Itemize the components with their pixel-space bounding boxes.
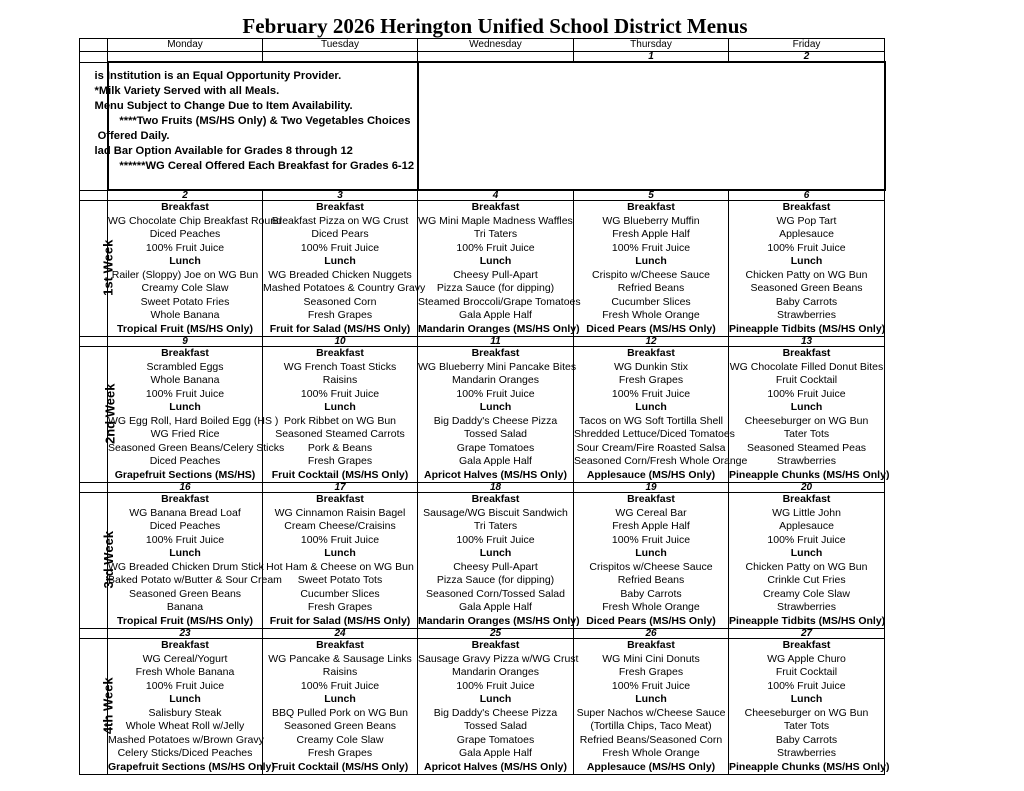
breakfast-item: 100% Fruit Juice xyxy=(300,533,380,546)
date-row xyxy=(80,190,885,201)
lunch-item: Seasoned Green Beans xyxy=(750,282,863,294)
breakfast-item: WG Pop Tart xyxy=(776,214,837,227)
lunch-heading: Lunch xyxy=(479,401,512,413)
breakfast-heading: Breakfast xyxy=(782,639,831,651)
lunch-item: Tossed Salad xyxy=(463,720,528,732)
lunch-item: WG Breaded Chicken Drum Stick xyxy=(108,560,264,573)
lunch-item: Chicken Patty on WG Bun xyxy=(745,560,868,573)
lunch-item: Tater Tots xyxy=(783,428,830,440)
breakfast-item: Diced Pears xyxy=(311,228,369,240)
week-label-cell xyxy=(80,629,108,639)
week-row xyxy=(80,493,885,629)
day-menu-cell xyxy=(108,201,282,337)
notice-line: is Institution is an Equal Opportunity Provider. xyxy=(94,70,342,82)
week-label-cell xyxy=(80,190,108,201)
lunch-item: Tacos on WG Soft Tortilla Shell xyxy=(579,414,723,427)
notice-line: Menu Subject to Change Due to Item Availability. xyxy=(94,100,353,112)
breakfast-item: Applesauce xyxy=(779,520,834,532)
breakfast-item: WG Blueberry Mini Pancake Bites xyxy=(418,360,577,373)
day-menu-cell xyxy=(263,493,418,629)
ms-hs-fruit: Applesauce (MS/HS Only) xyxy=(586,468,716,481)
breakfast-item: WG Banana Bread Loaf xyxy=(129,506,241,519)
lunch-item: Railer (Sloppy) Joe on WG Bun xyxy=(111,268,259,281)
breakfast-heading: Breakfast xyxy=(161,639,209,651)
day-menu-cell xyxy=(729,639,890,775)
ms-hs-fruit: Fruit for Salad (MS/HS Only) xyxy=(269,322,411,335)
date-cell: 12 xyxy=(574,337,729,347)
lunch-item: Cucumber Slices xyxy=(611,295,691,308)
breakfast-heading: Breakfast xyxy=(471,201,520,213)
ms-hs-fruit: Pineapple Tidbits (MS/HS Only) xyxy=(729,614,886,627)
lunch-item: Gala Apple Half xyxy=(459,309,532,321)
lunch-item: Steamed Broccoli/Grape Tomatoes xyxy=(418,295,581,308)
lunch-heading: Lunch xyxy=(169,693,201,705)
breakfast-item: Tri Taters xyxy=(473,228,518,240)
week-label xyxy=(80,639,116,775)
breakfast-item: 100% Fruit Juice xyxy=(767,679,846,692)
lunch-heading: Lunch xyxy=(324,255,356,267)
lunch-item: Cheesy Pull-Apart xyxy=(453,560,538,573)
lunch-item: WG Breaded Chicken Nuggets xyxy=(268,268,412,281)
breakfast-heading: Breakfast xyxy=(316,493,364,505)
breakfast-item: Whole Banana xyxy=(150,374,220,386)
lunch-heading: Lunch xyxy=(324,693,356,705)
lunch-item: Baked Potato w/Butter & Sour Cream xyxy=(108,574,282,586)
lunch-heading: Lunch xyxy=(635,693,667,705)
breakfast-heading: Breakfast xyxy=(627,493,675,505)
date-cell xyxy=(108,52,263,63)
breakfast-item: Raisins xyxy=(322,666,358,678)
lunch-item: Fresh Grapes xyxy=(307,747,373,759)
lunch-heading: Lunch xyxy=(790,401,823,413)
ms-hs-fruit: Pineapple Chunks (MS/HS Only) xyxy=(729,760,890,773)
breakfast-heading: Breakfast xyxy=(782,201,831,213)
ms-hs-fruit: Diced Pears (MS/HS Only) xyxy=(586,614,716,627)
breakfast-item: 100% Fruit Juice xyxy=(611,533,691,546)
lunch-item: Cheeseburger on WG Bun xyxy=(744,414,869,427)
lunch-heading: Lunch xyxy=(169,547,201,559)
notice-line: Offered Daily. xyxy=(94,130,170,142)
date-cell: 4 xyxy=(418,190,574,201)
date-cell: 18 xyxy=(418,483,574,493)
breakfast-item: 100% Fruit Juice xyxy=(456,241,535,254)
lunch-item: Pork & Beans xyxy=(307,441,373,454)
breakfast-item: Fruit Cocktail xyxy=(775,374,838,386)
ms-hs-fruit: Grapefruit Sections (MS/HS Only) xyxy=(108,760,275,773)
breakfast-item: Mandarin Oranges xyxy=(452,374,539,386)
lunch-heading: Lunch xyxy=(635,401,667,413)
ms-hs-fruit: Apricot Halves (MS/HS Only) xyxy=(424,760,567,773)
ms-hs-fruit: Tropical Fruit (MS/HS Only) xyxy=(117,322,253,335)
lunch-item: Seasoned Steamed Peas xyxy=(746,441,867,454)
lunch-item: Super Nachos w/Cheese Sauce xyxy=(576,706,726,719)
day-menu-cell xyxy=(729,347,890,483)
breakfast-item: 100% Fruit Juice xyxy=(145,387,225,400)
page-title: February 2026 Herington Unified School District Menus xyxy=(242,14,748,38)
lunch-item: Salisbury Steak xyxy=(148,706,222,719)
breakfast-heading: Breakfast xyxy=(782,493,831,505)
lunch-heading: Lunch xyxy=(324,401,356,413)
lunch-item: Refried Beans/Seasoned Corn xyxy=(579,733,723,746)
notice-line: *Milk Variety Served with all Meals. xyxy=(94,85,280,97)
date-cell: 24 xyxy=(263,629,418,639)
breakfast-heading: Breakfast xyxy=(161,347,209,359)
day-menu-cell xyxy=(729,493,885,629)
breakfast-heading: Breakfast xyxy=(471,347,520,359)
breakfast-item: 100% Fruit Juice xyxy=(145,533,225,546)
breakfast-item: 100% Fruit Juice xyxy=(300,387,380,400)
date-cell: 16 xyxy=(108,483,263,493)
lunch-item: Sweet Potato Fries xyxy=(140,295,230,308)
breakfast-item: Tri Taters xyxy=(473,520,518,532)
breakfast-item: WG Blueberry Muffin xyxy=(602,214,700,227)
breakfast-item: WG Little John xyxy=(772,506,841,519)
day-menu-cell xyxy=(263,639,418,775)
breakfast-item: WG Mini Maple Madness Waffles xyxy=(418,214,573,227)
week-label-text: 2nd Week xyxy=(102,383,118,444)
date-row xyxy=(80,629,885,639)
breakfast-heading: Breakfast xyxy=(627,347,675,359)
ms-hs-fruit: Diced Pears (MS/HS Only) xyxy=(586,322,716,335)
lunch-item: WG Egg Roll, Hard Boiled Egg (HS ) xyxy=(108,414,279,427)
lunch-item: Tater Tots xyxy=(783,720,830,732)
breakfast-item: Raisins xyxy=(322,374,358,386)
lunch-item: Seasoned Steamed Carrots xyxy=(275,428,405,440)
lunch-item: Baby Carrots xyxy=(775,733,838,746)
lunch-item: (Tortilla Chips, Taco Meat) xyxy=(590,720,712,732)
breakfast-item: Fresh Grapes xyxy=(618,666,684,678)
lunch-item: Fresh Grapes xyxy=(307,455,373,467)
lunch-item: BBQ Pulled Pork on WG Bun xyxy=(272,706,408,719)
date-cell: 17 xyxy=(263,483,418,493)
breakfast-item: Diced Peaches xyxy=(149,520,221,532)
corner-cell xyxy=(80,39,108,52)
breakfast-heading: Breakfast xyxy=(161,201,209,213)
lunch-item: Hot Ham & Cheese on WG Bun xyxy=(266,560,414,573)
day-menu-cell xyxy=(574,347,748,483)
lunch-item: Refried Beans xyxy=(617,574,685,586)
lunch-item: Banana xyxy=(166,601,204,613)
breakfast-item: 100% Fruit Juice xyxy=(611,387,691,400)
lunch-item: Fresh Whole Orange xyxy=(602,601,700,613)
lunch-item: Sweet Potato Tots xyxy=(297,574,383,586)
day-menu-cell xyxy=(263,347,418,483)
date-cell: 23 xyxy=(108,629,263,639)
notice-box xyxy=(94,62,418,190)
lunch-item: Fresh Whole Orange xyxy=(602,747,700,759)
date-cell xyxy=(263,52,418,63)
ms-hs-fruit: Pineapple Chunks (MS/HS Only) xyxy=(729,468,890,481)
lunch-item: Gala Apple Half xyxy=(459,455,532,467)
menu-table xyxy=(79,38,890,775)
lunch-item: Chicken Patty on WG Bun xyxy=(745,268,868,281)
date-cell: 13 xyxy=(729,337,885,347)
lunch-item: Seasoned Corn/Tossed Salad xyxy=(426,587,565,600)
breakfast-heading: Breakfast xyxy=(316,347,364,359)
lunch-heading: Lunch xyxy=(790,547,823,559)
lunch-heading: Lunch xyxy=(479,255,512,267)
breakfast-item: 100% Fruit Juice xyxy=(145,679,225,692)
lunch-item: Crinkle Cut Fries xyxy=(767,574,846,586)
lunch-item: Grape Tomatoes xyxy=(456,733,535,746)
week-label-text: 4th Week xyxy=(100,677,116,734)
breakfast-item: Fresh Whole Banana xyxy=(135,666,235,678)
ms-hs-fruit: Fruit Cocktail (MS/HS Only) xyxy=(271,760,409,773)
date-row xyxy=(80,52,885,63)
date-cell: 10 xyxy=(263,337,418,347)
ms-hs-fruit: Apricot Halves (MS/HS Only) xyxy=(424,468,567,481)
ms-hs-fruit: Fruit Cocktail (MS/HS Only) xyxy=(271,468,409,481)
lunch-item: Big Daddy's Cheese Pizza xyxy=(433,706,558,719)
breakfast-item: WG French Toast Sticks xyxy=(283,360,397,373)
lunch-item: Gala Apple Half xyxy=(459,601,532,613)
breakfast-item: 100% Fruit Juice xyxy=(767,533,846,546)
breakfast-item: 100% Fruit Juice xyxy=(767,241,846,254)
breakfast-item: Fresh Apple Half xyxy=(612,228,690,240)
day-menu-cell xyxy=(418,493,580,629)
lunch-heading: Lunch xyxy=(169,401,201,413)
date-cell: 3 xyxy=(263,190,418,201)
date-row xyxy=(80,337,885,347)
lunch-item: Pork Ribbet on WG Bun xyxy=(283,414,397,427)
breakfast-item: WG Apple Churo xyxy=(767,652,846,665)
date-cell: 6 xyxy=(729,190,885,201)
breakfast-item: Fresh Grapes xyxy=(618,374,684,386)
day-header: Monday xyxy=(108,39,263,52)
notice-row xyxy=(80,62,885,190)
lunch-item: Seasoned Green Beans/Celery Sticks xyxy=(108,441,285,454)
lunch-item: Baby Carrots xyxy=(775,295,838,308)
date-cell: 20 xyxy=(729,483,885,493)
lunch-item: Pizza Sauce (for dipping) xyxy=(436,282,555,294)
breakfast-heading: Breakfast xyxy=(471,639,520,651)
breakfast-item: Cream Cheese/Craisins xyxy=(284,520,396,532)
breakfast-item: WG Cereal/Yogurt xyxy=(142,652,228,665)
breakfast-item: WG Pancake & Sausage Links xyxy=(268,652,412,665)
date-cell: 11 xyxy=(418,337,574,347)
date-cell: 27 xyxy=(729,629,885,639)
day-header: Wednesday xyxy=(418,39,574,52)
lunch-item: Tossed Salad xyxy=(463,428,528,440)
breakfast-item: WG Dunkin Stix xyxy=(613,360,689,373)
day-menu-cell xyxy=(574,493,729,629)
breakfast-heading: Breakfast xyxy=(471,493,520,505)
day-menu-cell xyxy=(108,347,285,483)
breakfast-item: Scrambled Eggs xyxy=(146,360,224,373)
breakfast-item: Applesauce xyxy=(779,228,834,240)
date-cell: 26 xyxy=(574,629,729,639)
breakfast-heading: Breakfast xyxy=(782,347,831,359)
lunch-item: Crispito w/Cheese Sauce xyxy=(592,268,710,281)
notice-line: ****Two Fruits (MS/HS Only) & Two Vegetables Choices xyxy=(94,115,411,127)
breakfast-item: 100% Fruit Juice xyxy=(767,387,846,400)
lunch-item: Grape Tomatoes xyxy=(456,441,535,454)
breakfast-item: 100% Fruit Juice xyxy=(611,241,691,254)
breakfast-item: 100% Fruit Juice xyxy=(456,533,535,546)
notice-line: lad Bar Option Available for Grades 8 through 12 xyxy=(94,145,353,157)
week-label xyxy=(80,493,117,629)
lunch-heading: Lunch xyxy=(479,693,512,705)
day-menu-cell xyxy=(729,201,885,337)
week-row xyxy=(80,347,885,483)
lunch-item: Strawberries xyxy=(777,309,836,321)
blank-box xyxy=(418,62,885,190)
week-label-cell xyxy=(80,52,108,63)
lunch-heading: Lunch xyxy=(635,547,667,559)
lunch-heading: Lunch xyxy=(479,547,512,559)
breakfast-item: 100% Fruit Juice xyxy=(300,241,380,254)
lunch-item: Whole Wheat Roll w/Jelly xyxy=(125,720,245,732)
ms-hs-fruit: Fruit for Salad (MS/HS Only) xyxy=(269,614,411,627)
day-menu-cell xyxy=(418,639,579,775)
day-header: Tuesday xyxy=(263,39,418,52)
breakfast-item: Diced Peaches xyxy=(149,228,221,240)
breakfast-item: Breakfast Pizza on WG Crust xyxy=(271,214,409,227)
ms-hs-fruit: Tropical Fruit (MS/HS Only) xyxy=(117,614,253,627)
lunch-item: Seasoned Corn/Fresh Whole Orange xyxy=(574,455,748,467)
day-menu-cell xyxy=(418,347,577,483)
breakfast-item: WG Chocolate Filled Donut Bites xyxy=(729,360,884,373)
breakfast-item: WG Cinnamon Raisin Bagel xyxy=(274,506,406,519)
breakfast-heading: Breakfast xyxy=(627,639,675,651)
week-label-text: 1st Week xyxy=(100,239,116,296)
date-cell: 2 xyxy=(108,190,263,201)
lunch-heading: Lunch xyxy=(635,255,667,267)
breakfast-item: Sausage/WG Biscuit Sandwich xyxy=(423,506,568,519)
lunch-item: Cheesy Pull-Apart xyxy=(453,268,538,281)
lunch-item: Mashed Potatoes & Country Gravy xyxy=(263,282,426,294)
day-header-row xyxy=(80,39,885,52)
date-cell: 1 xyxy=(574,52,729,63)
date-cell: 5 xyxy=(574,190,729,201)
ms-hs-fruit: Applesauce (MS/HS Only) xyxy=(586,760,716,773)
lunch-item: Fresh Grapes xyxy=(307,309,373,321)
lunch-heading: Lunch xyxy=(790,255,823,267)
lunch-item: Mashed Potatoes w/Brown Gravy xyxy=(108,733,264,746)
lunch-item: Sour Cream/Fire Roasted Salsa xyxy=(576,441,726,454)
lunch-item: Big Daddy's Cheese Pizza xyxy=(433,414,558,427)
ms-hs-fruit: Pineapple Tidbits (MS/HS Only) xyxy=(729,322,886,335)
lunch-item: Fresh Grapes xyxy=(307,601,373,613)
lunch-item: Seasoned Green Beans xyxy=(128,587,242,600)
week-label xyxy=(80,201,116,337)
lunch-item: Whole Banana xyxy=(150,309,220,321)
lunch-heading: Lunch xyxy=(169,255,201,267)
notice-line: ******WG Cereal Offered Each Breakfast for Grades 6-12 xyxy=(94,160,415,172)
date-cell: 2 xyxy=(729,52,885,63)
ms-hs-fruit: Mandarin Oranges (MS/HS Only) xyxy=(418,614,580,627)
lunch-item: Strawberries xyxy=(777,455,836,467)
lunch-item: Seasoned Corn xyxy=(303,295,377,308)
breakfast-heading: Breakfast xyxy=(627,201,675,213)
week-label-cell xyxy=(80,483,108,493)
breakfast-item: 100% Fruit Juice xyxy=(456,679,535,692)
lunch-item: Cucumber Slices xyxy=(300,587,380,600)
breakfast-item: 100% Fruit Juice xyxy=(145,241,225,254)
lunch-item: Strawberries xyxy=(777,747,836,759)
lunch-item: Gala Apple Half xyxy=(459,747,532,759)
lunch-item: Pizza Sauce (for dipping) xyxy=(436,574,555,586)
lunch-item: Diced Peaches xyxy=(149,455,221,467)
day-menu-cell xyxy=(574,639,729,775)
lunch-item: Baby Carrots xyxy=(620,587,682,600)
ms-hs-fruit: Grapefruit Sections (MS/HS) xyxy=(114,468,256,481)
breakfast-item: WG Chocolate Chip Breakfast Round xyxy=(108,214,282,227)
lunch-item: Strawberries xyxy=(777,601,836,613)
lunch-heading: Lunch xyxy=(324,547,356,559)
breakfast-item: 100% Fruit Juice xyxy=(456,387,535,400)
breakfast-item: Fruit Cocktail xyxy=(775,666,838,678)
lunch-item: Creamy Cole Slaw xyxy=(763,587,850,600)
breakfast-item: 100% Fruit Juice xyxy=(611,679,691,692)
date-row xyxy=(80,483,885,493)
date-cell xyxy=(418,52,574,63)
lunch-item: Fresh Whole Orange xyxy=(602,309,700,321)
breakfast-heading: Breakfast xyxy=(316,639,364,651)
week-label-text: 3rd Week xyxy=(101,530,117,589)
lunch-item: WG Fried Rice xyxy=(150,428,220,440)
lunch-heading: Lunch xyxy=(790,693,823,705)
breakfast-item: Fresh Apple Half xyxy=(612,520,690,532)
lunch-item: Shredded Lettuce/Diced Tomatoes xyxy=(574,428,735,440)
ms-hs-fruit: Mandarin Oranges (MS/HS Only) xyxy=(418,322,580,335)
breakfast-item: Sausage Gravy Pizza w/WG Crust xyxy=(418,652,579,665)
lunch-item: Seasoned Green Beans xyxy=(283,720,397,732)
date-cell: 25 xyxy=(418,629,574,639)
day-header: Thursday xyxy=(574,39,729,52)
lunch-item: Celery Sticks/Diced Peaches xyxy=(117,747,253,759)
lunch-item: Creamy Cole Slaw xyxy=(296,733,384,746)
breakfast-heading: Breakfast xyxy=(316,201,364,213)
breakfast-item: Mandarin Oranges xyxy=(452,666,539,678)
lunch-item: Creamy Cole Slaw xyxy=(141,282,229,294)
day-menu-cell xyxy=(418,201,581,337)
breakfast-item: WG Cereal Bar xyxy=(615,506,687,519)
date-cell: 9 xyxy=(108,337,263,347)
day-menu-cell xyxy=(263,201,426,337)
breakfast-item: 100% Fruit Juice xyxy=(300,679,380,692)
date-cell: 19 xyxy=(574,483,729,493)
week-label-cell xyxy=(80,337,108,347)
lunch-item: Refried Beans xyxy=(617,282,685,294)
week-row xyxy=(80,201,885,337)
day-header: Friday xyxy=(729,39,885,52)
day-menu-cell xyxy=(574,201,729,337)
lunch-item: Cheeseburger on WG Bun xyxy=(744,706,869,719)
day-menu-cell xyxy=(108,493,282,629)
breakfast-heading: Breakfast xyxy=(161,493,209,505)
week-label xyxy=(80,347,118,483)
lunch-item: Crispitos w/Cheese Sauce xyxy=(589,560,713,573)
breakfast-item: WG Mini Cini Donuts xyxy=(602,652,700,665)
week-row xyxy=(80,639,885,775)
day-menu-cell xyxy=(108,639,275,775)
